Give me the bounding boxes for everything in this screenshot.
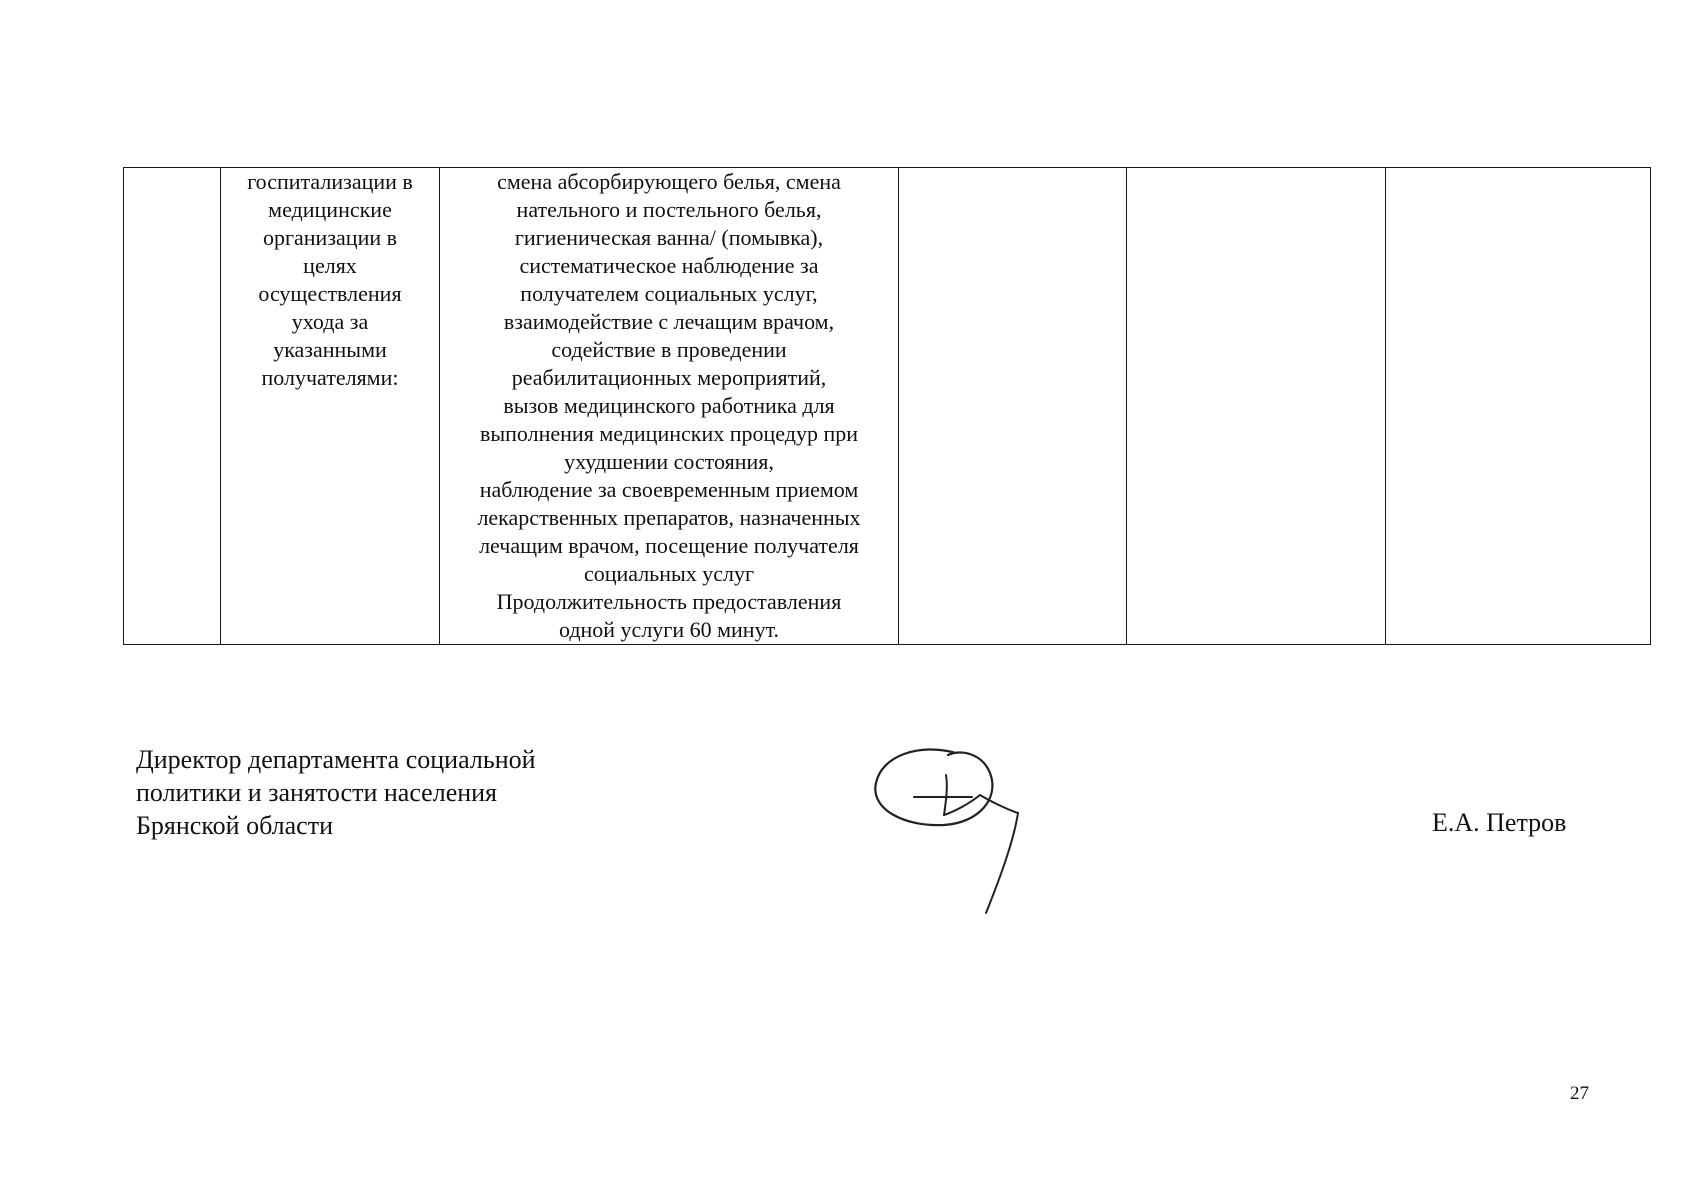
cell-line: целях — [303, 253, 357, 278]
signature-position — [136, 743, 536, 842]
table-cell-empty — [1386, 168, 1651, 645]
cell-line: социальных услуг — [583, 561, 755, 586]
cell-line: госпитализации в — [247, 169, 413, 194]
table-cell-empty — [1127, 168, 1386, 645]
cell-line: нательного и постельного белья, — [516, 197, 822, 222]
cell-line: получателями: — [261, 365, 399, 390]
cell-line: вызов медицинского работника для — [503, 393, 835, 418]
services-table — [123, 167, 1651, 645]
cell-line: получателем социальных услуг, — [520, 281, 818, 306]
table-cell-empty — [899, 168, 1127, 645]
cell-line: одной услуги 60 минут. — [558, 617, 780, 642]
cell-line: осуществления — [258, 281, 402, 306]
services-table-fragment — [123, 167, 1651, 645]
table-cell-number — [124, 168, 221, 645]
position-line: политики и занятости населения — [136, 778, 498, 807]
position-line: Директор департамента социальной — [136, 745, 536, 774]
cell-line: гигиеническая ванна/ (помывка), — [514, 225, 824, 250]
cell-line: систематическое наблюдение за — [519, 253, 819, 278]
cell-line: смена абсорбирующего белья, смена — [497, 169, 841, 194]
table-cell-category — [221, 168, 440, 645]
cell-line: взаимодействие с лечащим врачом, — [503, 309, 835, 334]
cell-line: выполнения медицинских процедур при — [479, 421, 858, 446]
cell-line: указанными — [273, 337, 387, 362]
cell-line: Продолжительность предоставления — [496, 589, 842, 614]
table-cell-description — [440, 168, 899, 645]
handwritten-signature — [860, 735, 1050, 940]
cell-line: ухудшении состояния, — [564, 449, 774, 474]
position-line: Брянской области — [136, 811, 333, 840]
table-row — [124, 168, 1651, 645]
signature-drawing — [860, 735, 1050, 935]
cell-line: лечащим врачом, посещение получателя — [479, 533, 859, 558]
cell-line: медицинские — [268, 197, 392, 222]
signer-name: Е.А. Петров — [1432, 808, 1567, 837]
cell-line: лекарственных препаратов, назначенных — [477, 505, 861, 530]
cell-line: наблюдение за своевременным приемом — [479, 477, 859, 502]
cell-line: ухода за — [291, 309, 369, 334]
cell-line: реабилитационных мероприятий, — [511, 365, 827, 390]
cell-line: организации в — [263, 225, 397, 250]
cell-line: содействие в проведении — [551, 337, 787, 362]
page-number: 27 — [1570, 1083, 1589, 1104]
